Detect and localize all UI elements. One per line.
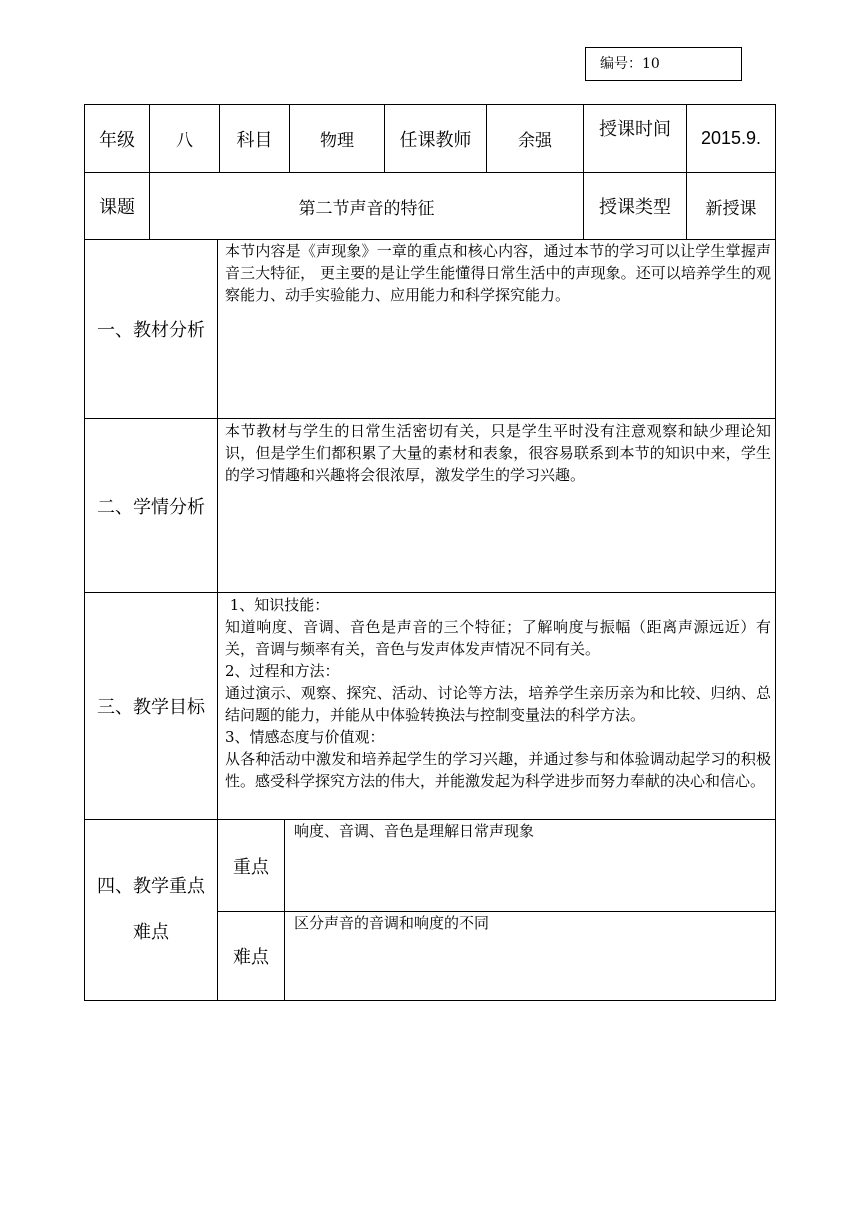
time-label: 授课时间: [599, 118, 671, 140]
subject-value: 物理: [320, 131, 354, 151]
student-analysis-text: 本节教材与学生的日常生活密切有关，只是学生平时没有注意观察和缺少理论知识，但是学生们都积累了大量的素材和表象，很容易联系到本节的知识中来，学生的学习情趣和兴趣将会很浓厚，激发学生的学习兴趣。: [225, 422, 771, 484]
difficulty-label: 难点: [233, 947, 269, 968]
goal-text: 知道响度、音调、音色是声音的三个特征；了解响度与振幅（距离声源远近）有关，音调与频率有关，音色与发声体发声情况不同有关。: [225, 618, 771, 658]
topic-value: 第二节声音的特征: [298, 198, 435, 219]
serial-number: 编号：10: [585, 47, 742, 81]
teaching-goals-text: [225, 594, 771, 792]
time-value: 2015.9.: [700, 128, 762, 148]
student-analysis-label: 二、学情分析: [97, 496, 205, 518]
subject-label: 科目: [236, 129, 273, 151]
textbook-analysis-label: 一、教材分析: [97, 320, 205, 341]
goal-text: 通过演示、观察、探究、活动、讨论等方法，培养学生亲历亲为和比较、归纳、总结问题的能力，并能从中体验转换法与控制变量法的科学方法。: [225, 684, 771, 724]
focus-label-line1: 四、教学重点: [97, 876, 205, 897]
teaching-goals-label: 三、教学目标: [97, 697, 205, 718]
table-border-right: [775, 104, 776, 1001]
goal-heading: 2、过程和方法：: [225, 662, 340, 680]
focus-difficulty-label: [85, 820, 217, 1000]
textbook-analysis-text: 本节内容是《声现象》一章的重点和核心内容，通过本节的学习可以让学生掌握声音三大特征， 更主要的是让学生能懂得日常生活中的声现象。还可以培养学生的观察能力、动手实验能力、应用能力和科学探究能力。: [225, 242, 771, 304]
difficulty-text: 区分声音的音调和响度的不同: [294, 914, 490, 932]
key-point-label: 重点: [233, 856, 269, 878]
lesson-type-label: 授课类型: [599, 197, 671, 218]
table-border-bottom: [84, 1000, 776, 1001]
lesson-type-value: 新授课: [705, 198, 757, 219]
goal-heading: 3、情感态度与价值观：: [225, 728, 385, 746]
topic-label: 课题: [99, 197, 135, 218]
grade-value: 八: [176, 131, 193, 151]
col-divider: [284, 819, 285, 1001]
teacher-value: 余强: [518, 131, 552, 151]
teacher-label: 任课教师: [399, 129, 472, 151]
key-point-text: 响度、音调、音色是理解日常声现象: [294, 822, 535, 840]
goal-text: 从各种活动中激发和培养起学生的学习兴趣，并通过参与和体验调动起学习的积极性。感受科学探究方法的伟大，并能激发起为科学进步而努力奉献的决心和信心。: [225, 750, 771, 790]
grade-label: 年级: [99, 129, 135, 151]
goal-heading: 1、知识技能：: [225, 596, 330, 614]
focus-label-line2: 难点: [133, 922, 169, 943]
